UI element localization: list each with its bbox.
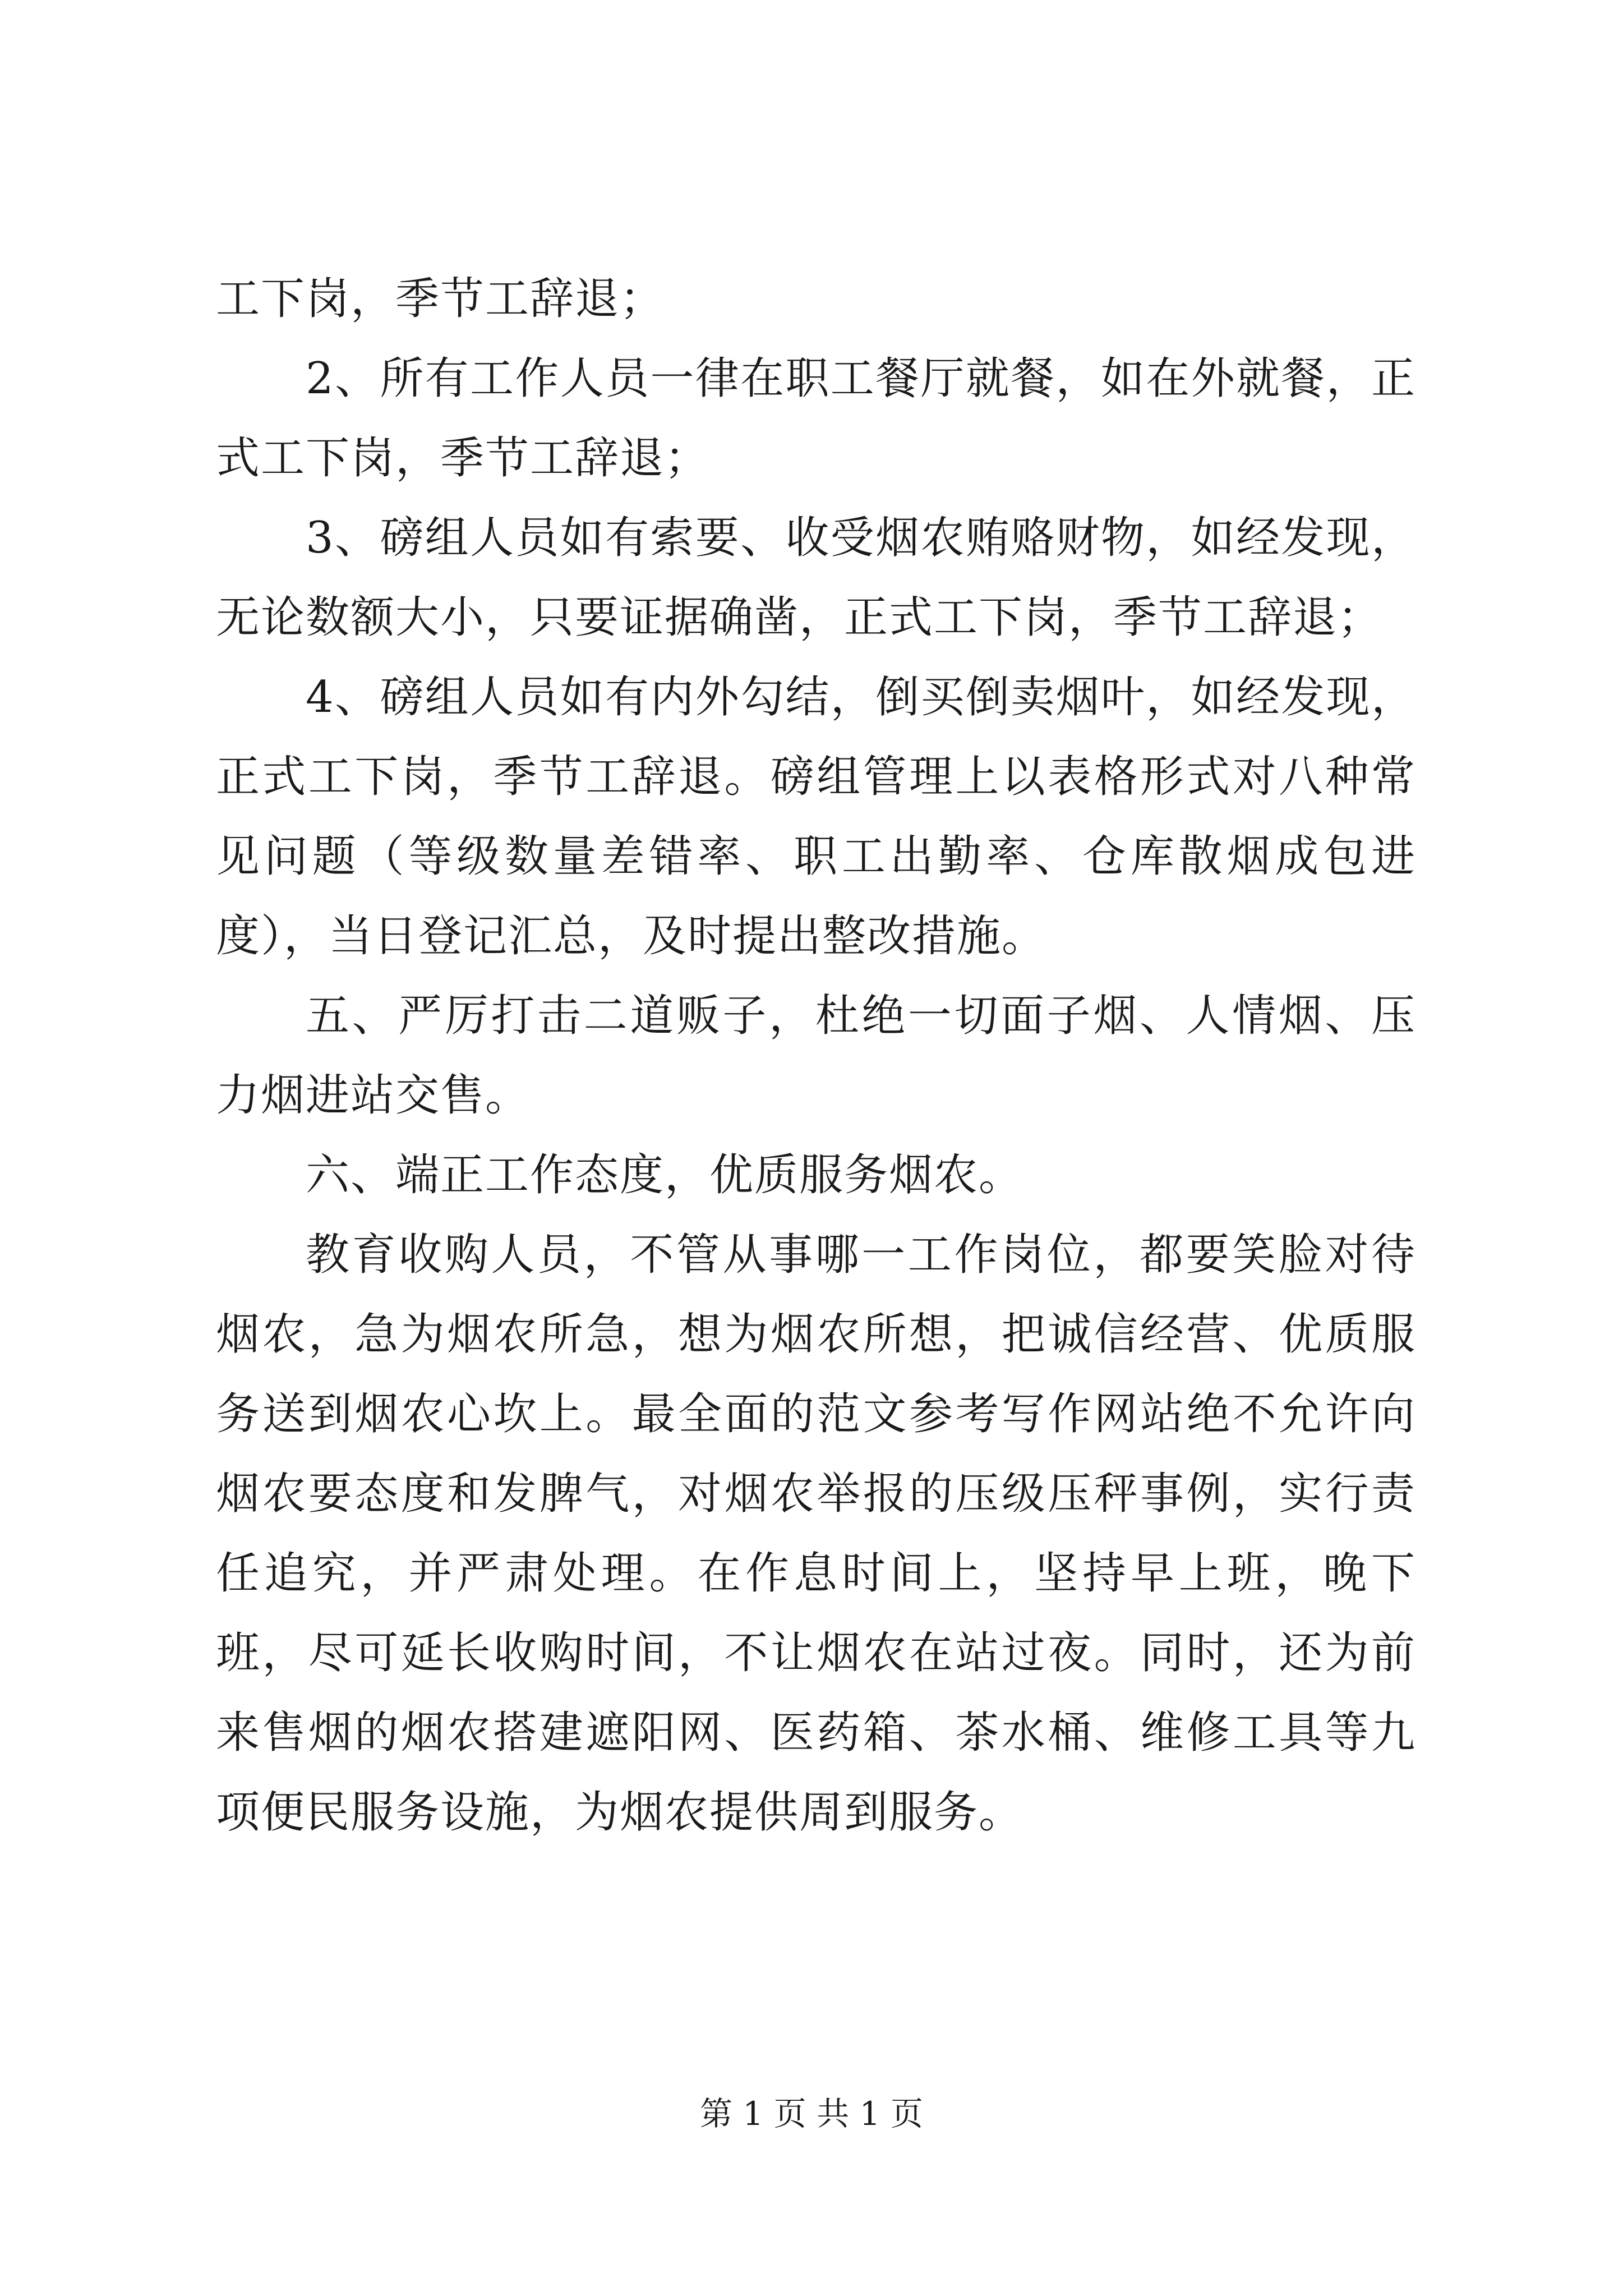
paragraph-item-2: 2、所有工作人员一律在职工餐厅就餐，如在外就餐，正式工下岗，季节工辞退； — [216, 353, 1416, 484]
paragraph-section-6-body: 教育收购人员，不管从事哪一工作岗位，都要笑脸对待烟农，急为烟农所急，想为烟农所想，把诚信经营、优质服务送到烟农心坎上。最全面的范文参考写作网站绝不允许向烟农要态度和发脾气，对烟农举报的压级压秤事例，实行责任追究，并严肃处理。在作息时间上，坚持早上班，晚下班，尽可延长收购时间，不让烟农在站过夜。同时，还为前来售烟的烟农搭建遮阳网、医药箱、茶水桶、维修工具等九项便民服务设施，为烟农提供周到服务。 — [216, 1230, 1416, 1838]
paragraph-continued: 工下岗，季节工辞退； — [216, 274, 665, 324]
paragraph-section-6: 六、端正工作态度，优质服务烟农。 — [306, 1150, 1024, 1200]
page-footer: 第 1 页 共 1 页 — [700, 2095, 923, 2133]
document-body — [216, 259, 1416, 1852]
paragraph-item-4: 4、磅组人员如有内外勾结，倒买倒卖烟叶，如经发现，正式工下岗，季节工辞退。磅组管理上以表格形式对八种常见问题（等级数量差错率、职工出勤率、仓库散烟成包进度），当日登记汇总，及时提出整改措施。 — [216, 672, 1416, 961]
paragraph-section-5: 五、严厉打击二道贩子，杜绝一切面子烟、人情烟、压力烟进站交售。 — [216, 991, 1416, 1121]
paragraph-item-3: 3、磅组人员如有索要、收受烟农贿赂财物，如经发现，无论数额大小，只要证据确凿，正式工下岗，季节工辞退； — [216, 513, 1416, 643]
